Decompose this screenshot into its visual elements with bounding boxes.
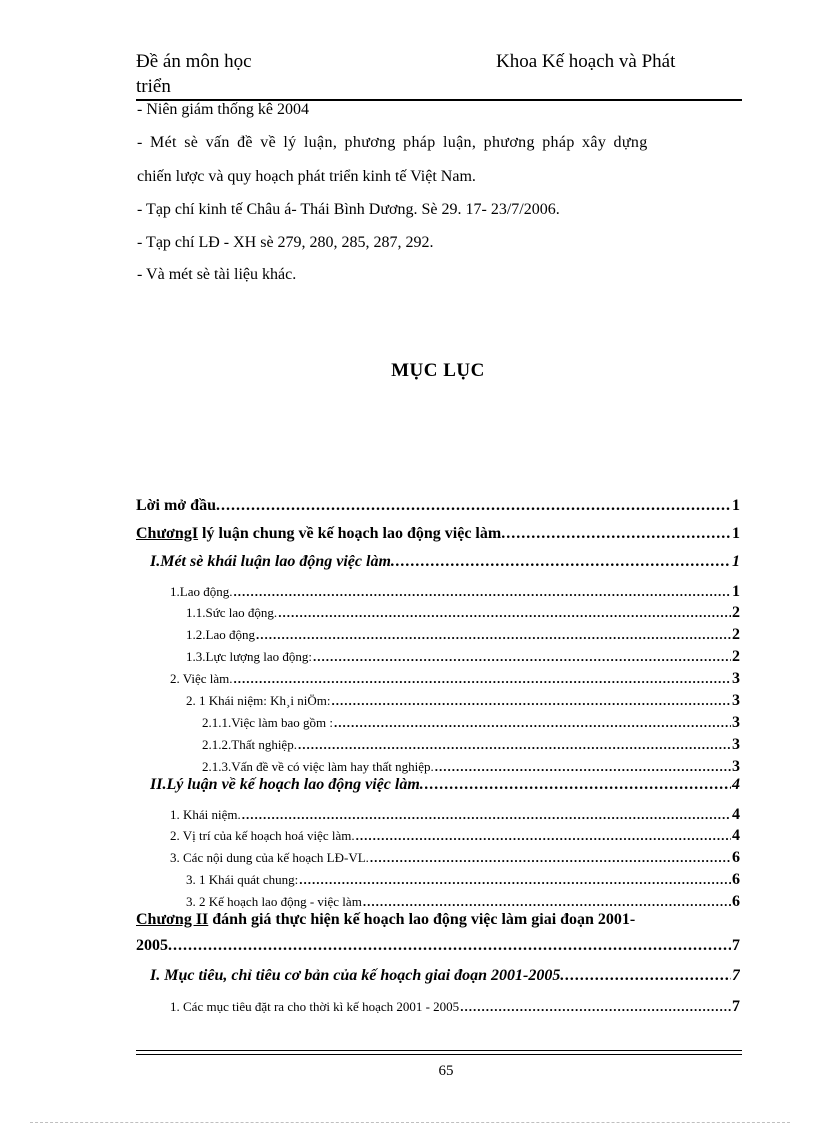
- toc-entry[interactable]: [170, 670, 740, 688]
- chapter-label: Chương II: [136, 911, 209, 928]
- toc-entry[interactable]: [136, 525, 740, 543]
- toc-entry-text: 3. 1 Khái quát chung:: [186, 872, 299, 887]
- toc-page-number: 3: [732, 714, 740, 731]
- toc-leader: [356, 828, 731, 844]
- toc-leader: [242, 807, 731, 823]
- chapter-label: ChươngI: [136, 525, 199, 542]
- toc-entry[interactable]: [186, 692, 740, 710]
- toc-page-number: 2: [732, 648, 740, 665]
- toc-leader: [565, 967, 731, 985]
- toc-entry-text: II.Lý luận về kế hoạch lao động việc làm.: [150, 776, 424, 793]
- chapter-title: lý luận chung về kế hoạch lao động việc làm.: [198, 525, 506, 542]
- reference-item: chiến lược và quy hoạch phát triển kinh tế Việt Nam.: [137, 168, 476, 185]
- toc-entry-text: 2. Vị trí của kế hoạch hoá việc làm.: [170, 828, 355, 843]
- toc-leader: [298, 737, 731, 753]
- toc-entry-text: 2.1.1.Việc làm bao gồm :: [202, 715, 333, 730]
- footer-divider: [136, 1050, 742, 1051]
- toc-entry[interactable]: [150, 776, 740, 794]
- toc-page-number: 6: [732, 871, 740, 888]
- toc-leader: [221, 497, 731, 515]
- toc-page-number: 1: [732, 525, 740, 542]
- reference-item: - Mét sè vấn đề về lý luận, phương pháp luận, phương pháp xây dựng: [137, 134, 648, 151]
- toc-page-number: 2: [732, 626, 740, 643]
- reference-item: - Tạp chí kinh tế Châu á- Thái Bình Dương. Sè 29. 17- 23/7/2006.: [137, 201, 560, 218]
- toc-entry-text: I. Mục tiêu, chỉ tiêu cơ bản của kế hoạch giai đoạn 2001-2005.: [150, 967, 565, 984]
- toc-leader: [234, 671, 731, 687]
- toc-leader: [506, 525, 731, 543]
- toc-entry[interactable]: [150, 553, 740, 571]
- toc-page-number: 3: [732, 758, 740, 775]
- toc-page-number: 2: [732, 604, 740, 621]
- toc-leader: [233, 584, 731, 600]
- toc-leader: [460, 999, 731, 1015]
- toc-entry[interactable]: [170, 849, 740, 867]
- footer-divider: [136, 1054, 742, 1055]
- toc-leader: [435, 759, 731, 775]
- reference-item: - Tạp chí LĐ - XH sè 279, 280, 285, 287, 292.: [137, 234, 434, 251]
- toc-leader: [370, 850, 731, 866]
- toc-entry-text: Lời mở đầu.: [136, 497, 220, 514]
- toc-page-number: 7: [732, 937, 740, 954]
- reference-item: - Niên giám thống kê 2004: [137, 101, 309, 118]
- toc-page-number: 3: [732, 692, 740, 709]
- toc-entry[interactable]: [170, 998, 740, 1016]
- toc-page-number: 4: [732, 776, 740, 793]
- toc-entry-text: 2.1.2.Thất nghiệp.: [202, 737, 297, 752]
- toc-entry-text: 3. Các nội dung của kế hoạch LĐ-VL.: [170, 850, 369, 865]
- toc-leader: [331, 693, 731, 709]
- reference-item: - Và mét sè tài liệu khác.: [137, 266, 297, 283]
- toc-leader: [173, 937, 731, 955]
- toc-entry[interactable]: [170, 806, 740, 824]
- toc-entry-text: 1.2.Lao động: [186, 627, 255, 642]
- toc-entry-text: 2. 1 Khái niệm: Kh¸i niÖm:: [186, 693, 331, 708]
- toc-entry[interactable]: [186, 604, 740, 622]
- toc-entry[interactable]: [170, 827, 740, 845]
- toc-entry-text: 3. 2 Kế hoạch lao động - việc làm: [186, 894, 362, 909]
- toc-leader: [299, 872, 731, 888]
- toc-entry[interactable]: [202, 736, 740, 754]
- toc-page-number: 3: [732, 736, 740, 753]
- toc-page-number: 4: [732, 806, 740, 823]
- toc-entry-text: [136, 911, 635, 929]
- page-number: 65: [438, 1063, 454, 1079]
- toc-entry[interactable]: [136, 937, 740, 955]
- toc-entry-text: I.Mét sè khái luận lao động việc làm.: [150, 553, 395, 570]
- toc-page-number: 4: [732, 827, 740, 844]
- toc-page-number: 1: [732, 583, 740, 600]
- toc-entry-text: 1.Lao động.: [170, 584, 233, 599]
- page-header: [136, 50, 742, 100]
- toc-leader: [256, 627, 731, 643]
- toc-entry[interactable]: [136, 497, 740, 515]
- toc-entry-text: [136, 525, 505, 543]
- header-course-label: Đề án môn học: [136, 51, 252, 72]
- toc-page-number: 6: [732, 849, 740, 866]
- toc-page-number: 1: [732, 553, 740, 570]
- toc-leader: [278, 605, 731, 621]
- toc-entry-text: 2005.: [136, 937, 172, 954]
- toc-leader: [313, 649, 731, 665]
- toc-leader: [334, 715, 731, 731]
- toc-entry[interactable]: [136, 911, 740, 929]
- toc-entry-text: 1. Khái niệm.: [170, 807, 241, 822]
- toc-entry-text: 1. Các mục tiêu đặt ra cho thời kì kế hoạch 2001 - 2005: [170, 999, 460, 1014]
- toc-page-number: 6: [732, 893, 740, 910]
- chapter-title: đánh giá thực hiện kế hoạch lao động việc làm giai đoạn 2001-: [208, 911, 636, 928]
- toc-page-number: 1: [732, 497, 740, 514]
- toc-page-number: 3: [732, 670, 740, 687]
- toc-entry[interactable]: [186, 626, 740, 644]
- toc-page-number: 7: [732, 998, 740, 1015]
- toc-entry-text: 2. Việc làm.: [170, 671, 233, 686]
- header-faculty-wrap: triển: [136, 76, 171, 97]
- toc-leader: [363, 894, 731, 910]
- toc-entry-text: 2.1.3.Vấn đề về có việc làm hay thất nghiệp.: [202, 759, 434, 774]
- toc-entry-text: 1.1.Sức lao động.: [186, 605, 278, 620]
- toc-entry[interactable]: [202, 758, 740, 776]
- header-faculty-label: Khoa Kế hoạch và Phát: [496, 51, 676, 72]
- toc-entry[interactable]: [170, 583, 740, 601]
- toc-entry[interactable]: [186, 648, 740, 666]
- toc-leader: [425, 776, 731, 794]
- toc-page-number: 7: [732, 967, 740, 984]
- toc-entry[interactable]: [186, 893, 740, 911]
- toc-entry[interactable]: [150, 967, 740, 985]
- toc-entry[interactable]: [202, 714, 740, 732]
- toc-leader: [396, 553, 731, 571]
- toc-title: MỤC LỤC: [391, 360, 485, 381]
- toc-entry-text: 1.3.Lực lượng lao động:: [186, 649, 313, 664]
- toc-entry[interactable]: [186, 871, 740, 889]
